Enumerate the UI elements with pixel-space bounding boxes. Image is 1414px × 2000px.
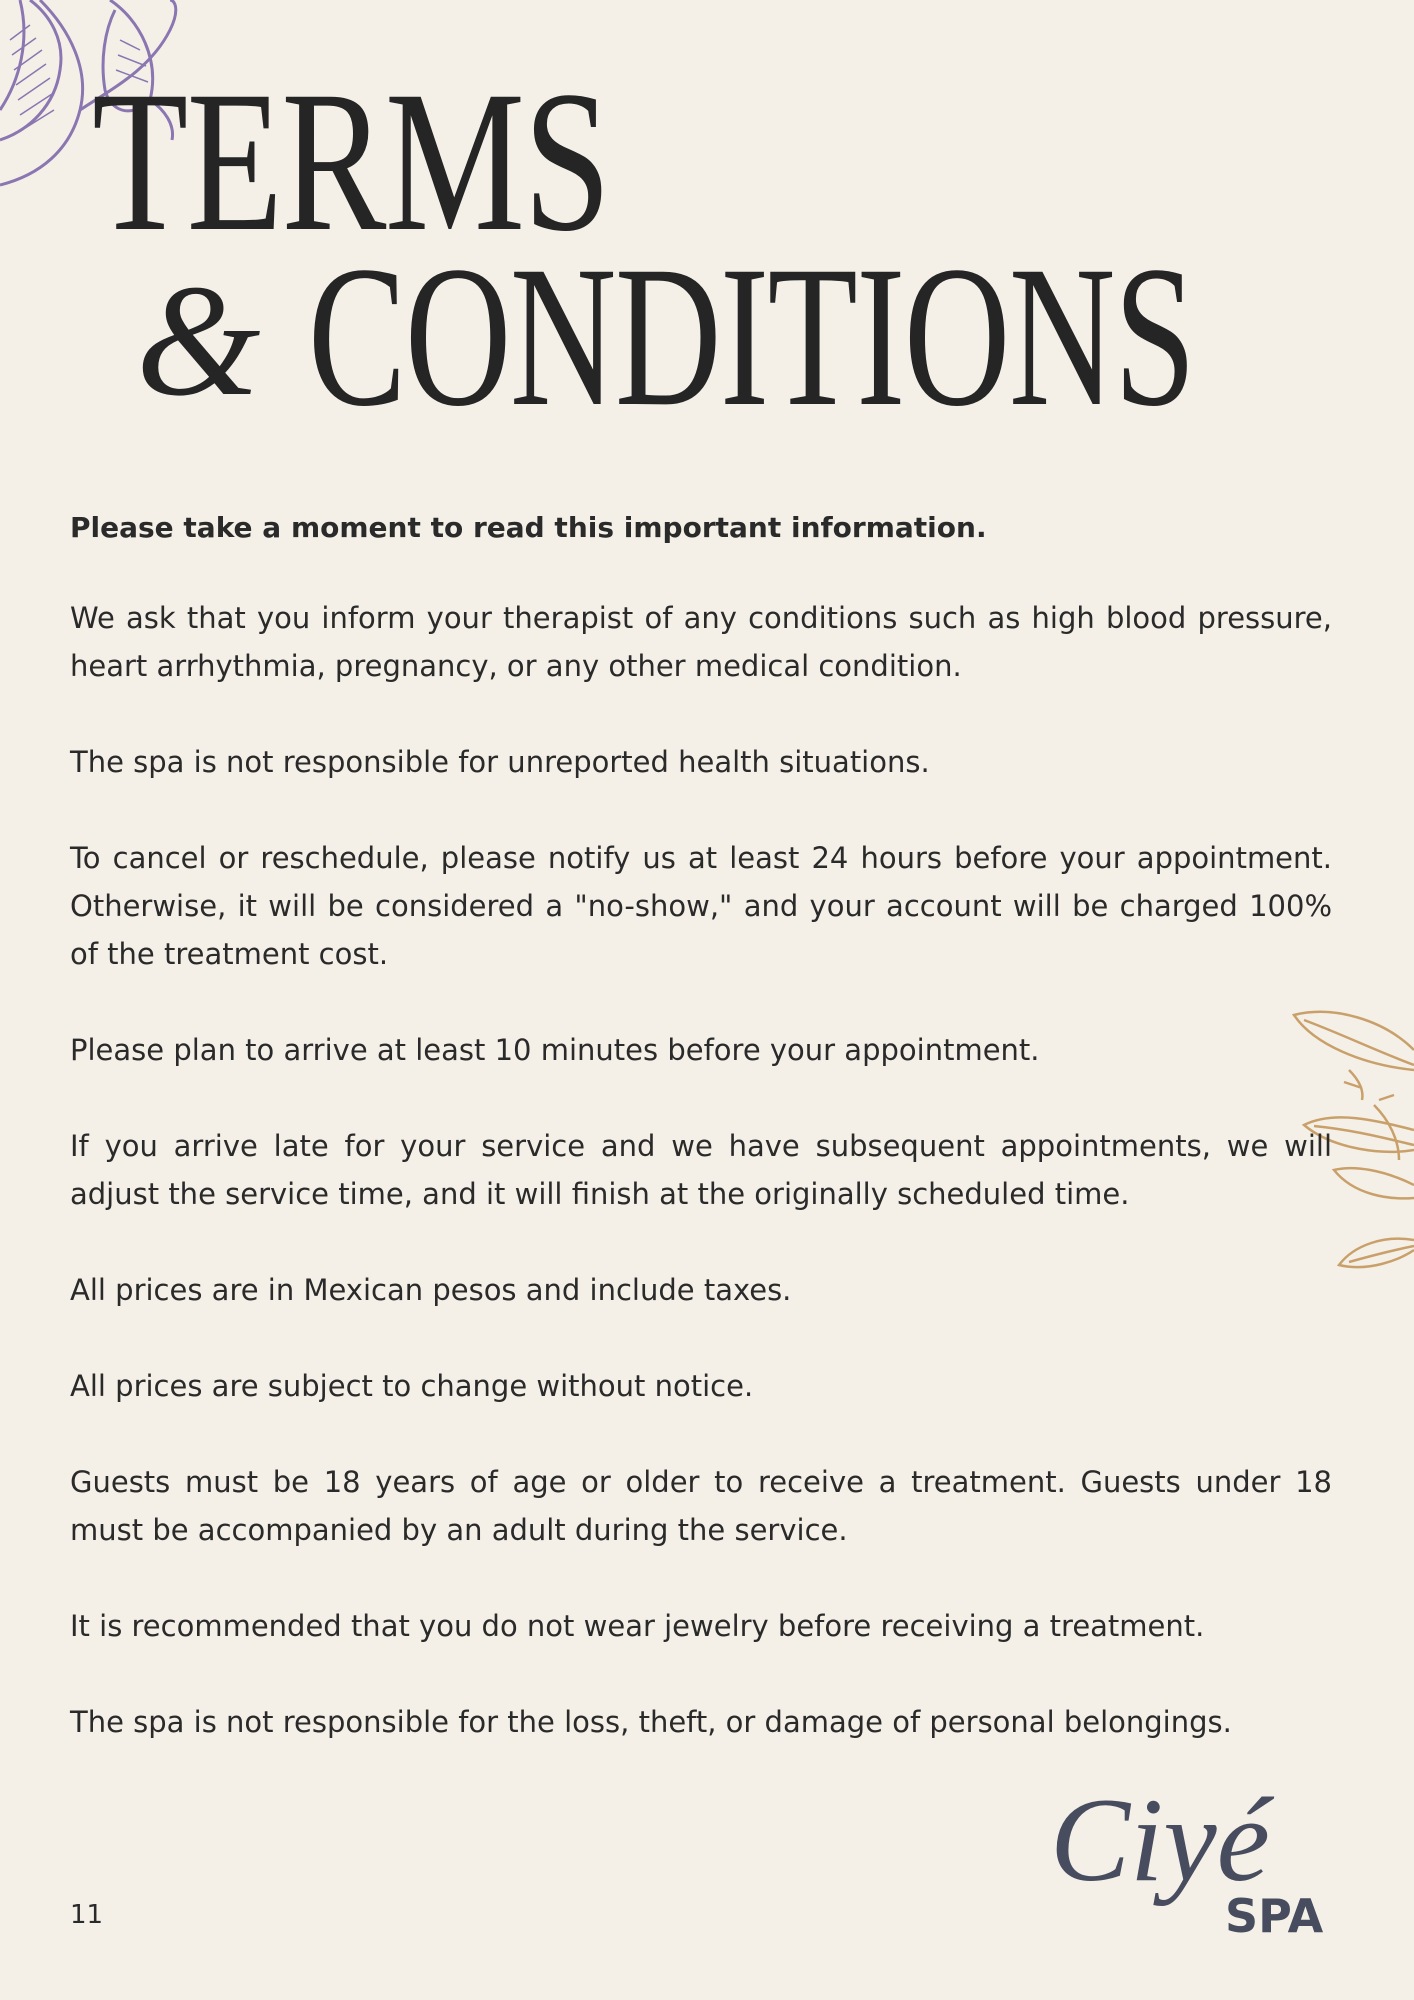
paragraph-medical-conditions: We ask that you inform your therapist of any conditions such as high blood pressure, heart arrhythmia, pregnancy, or any other medical condition.	[70, 601, 1332, 684]
logo-script-text: Ciyé	[1050, 1773, 1270, 1906]
paragraph-cancellation: To cancel or reschedule, please notify us at least 24 hours before your appointment. Otherwise, it will be considered a "no-show," and your account will be charged 100% of the treatment cost.	[70, 841, 1332, 972]
paragraph-belongings: The spa is not responsible for the loss, theft, or damage of personal belongings.	[70, 1705, 1232, 1740]
paragraph-unreported-health: The spa is not responsible for unreported health situations.	[70, 745, 930, 780]
title-conditions	[136, 224, 1414, 448]
title-terms: TERMS	[92, 49, 610, 273]
title-ampersand: &	[136, 251, 259, 429]
paragraph-prices-currency: All prices are in Mexican pesos and include taxes.	[70, 1273, 792, 1308]
paragraph-late-arrival: If you arrive late for your service and we have subsequent appointments, we will adjust the service time, and it will finish at the originally scheduled time.	[70, 1129, 1332, 1212]
page-number: 11	[70, 1900, 104, 1930]
paragraph-prices-change: All prices are subject to change without notice.	[70, 1369, 754, 1404]
intro-text: Please take a moment to read this important information.	[70, 511, 987, 544]
logo-spa-text: SPA	[1225, 1889, 1324, 1943]
title-conditions-word: CONDITIONS	[308, 224, 1195, 448]
paragraph-jewelry: It is recommended that you do not wear jewelry before receiving a treatment.	[70, 1609, 1205, 1644]
ciye-spa-logo	[1040, 1770, 1340, 1950]
terms-content	[70, 510, 1332, 1794]
paragraph-arrival: Please plan to arrive at least 10 minutes before your appointment.	[70, 1033, 1040, 1068]
paragraph-age-requirement: Guests must be 18 years of age or older to receive a treatment. Guests under 18 must be accompanied by an adult during the service.	[70, 1465, 1332, 1548]
